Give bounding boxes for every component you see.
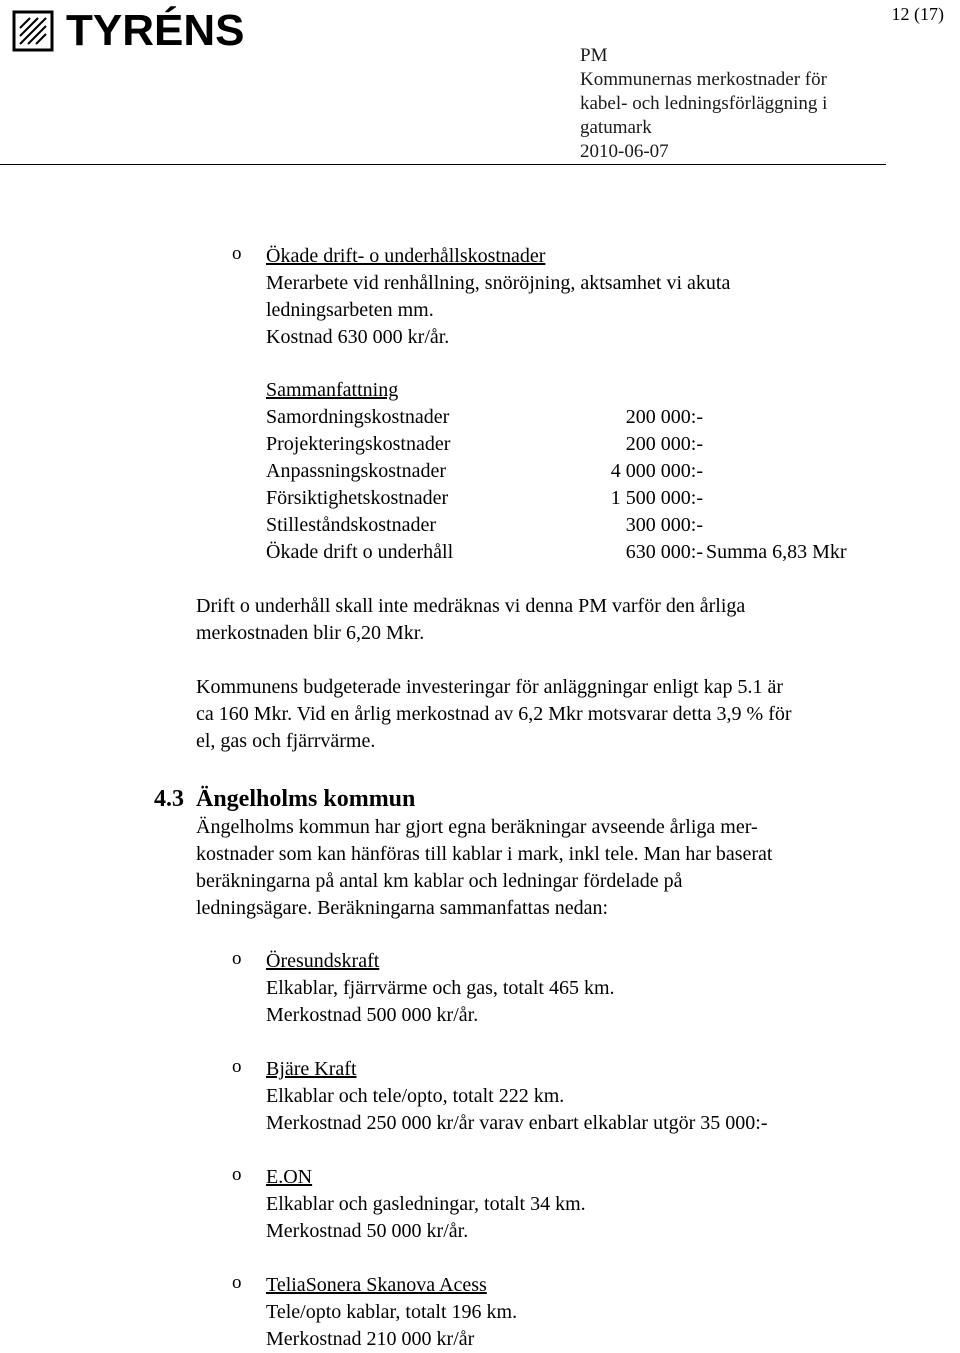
- summary-row: [266, 431, 886, 458]
- summary-row: [266, 404, 886, 431]
- summary-value: 300 000:-: [625, 514, 703, 536]
- header-divider: [0, 164, 886, 165]
- summary-row: [266, 485, 886, 512]
- document-header: [580, 44, 827, 164]
- paragraph: [196, 814, 896, 922]
- summary-title: Sammanfattning: [266, 379, 399, 401]
- bullet-marker: o: [232, 948, 242, 969]
- summary-label: Ökade drift o underhåll: [266, 541, 454, 563]
- bullet-marker: o: [232, 1272, 242, 1293]
- list-item: [266, 948, 615, 1029]
- summary-label: Stilleståndskostnader: [266, 514, 436, 536]
- summary-label: Anpassningskostnader: [266, 460, 446, 482]
- summary-value: 200 000:-: [625, 406, 703, 428]
- list-item: [266, 1164, 586, 1245]
- bullet-marker: o: [232, 243, 242, 264]
- page-number: 12 (17): [891, 4, 944, 24]
- bullet-marker: o: [232, 1164, 242, 1185]
- company-name: Bjäre Kraft: [266, 1058, 357, 1080]
- company-name: TeliaSonera Skanova Acess: [266, 1274, 487, 1296]
- item-text: Tele/opto kablar, totalt 196 km.: [266, 1301, 518, 1323]
- item-text: Merkostnad 50 000 kr/år.: [266, 1220, 469, 1242]
- item-text: Merkostnad 250 000 kr/år varav enbart elkablar utgör 35 000:-: [266, 1112, 768, 1134]
- item-text: ledningsarbeten mm.: [266, 299, 434, 321]
- item-text: Elkablar, fjärrvärme och gas, totalt 465 km.: [266, 977, 615, 999]
- tyrens-logo: [12, 8, 252, 56]
- list-item: [266, 243, 730, 351]
- paragraph-line: beräkningarna på antal km kablar och ledningar fördelade på: [196, 870, 683, 892]
- paragraph-line: Kommunens budgeterade investeringar för anläggningar enligt kap 5.1 är: [196, 676, 784, 698]
- summary-label: Projekteringskostnader: [266, 433, 451, 455]
- item-text: Merkostnad 210 000 kr/år: [266, 1328, 475, 1350]
- summary-value: 630 000:-: [625, 541, 703, 563]
- paragraph-line: kostnader som kan hänföras till kablar i mark, inkl tele. Man har baserat: [196, 843, 773, 865]
- paragraph: [196, 674, 896, 755]
- summary-row: [266, 512, 886, 539]
- paragraph: [196, 593, 896, 647]
- summary-label: Samordningskostnader: [266, 406, 450, 428]
- item-text: Elkablar och gasledningar, totalt 34 km.: [266, 1193, 586, 1215]
- section-title: Ängelholms kommun: [196, 786, 416, 812]
- summary-value: 200 000:-: [625, 433, 703, 455]
- doc-type: PM: [580, 45, 608, 66]
- doc-title-line: gatumark: [580, 117, 652, 138]
- doc-date: 2010-06-07: [580, 141, 669, 162]
- paragraph-line: el, gas och fjärrvärme.: [196, 730, 376, 752]
- item-title: Ökade drift- o underhållskostnader: [266, 245, 546, 267]
- paragraph-line: ca 160 Mkr. Vid en årlig merkostnad av 6,2 Mkr motsvarar detta 3,9 % för: [196, 703, 792, 725]
- summary-value: 4 000 000:-: [610, 460, 703, 482]
- paragraph-line: ledningsägare. Beräkningarna sammanfattas nedan:: [196, 897, 609, 919]
- doc-title-line: kabel- och ledningsförläggning i: [580, 93, 828, 114]
- summary-value: 1 500 000:-: [610, 487, 703, 509]
- bullet-marker: o: [232, 1056, 242, 1077]
- paragraph-line: merkostnaden blir 6,20 Mkr.: [196, 622, 425, 644]
- logo-wordmark: TYRÉNS: [66, 6, 245, 55]
- doc-title-line: Kommunernas merkostnader för: [580, 69, 827, 90]
- item-text: Elkablar och tele/opto, totalt 222 km.: [266, 1085, 565, 1107]
- tyrens-logo-mark-icon: [12, 8, 56, 52]
- summary-row: [266, 458, 886, 485]
- company-name: E.ON: [266, 1166, 313, 1188]
- list-item: [266, 1056, 768, 1137]
- item-text: Merarbete vid renhållning, snöröjning, aktsamhet vi akuta: [266, 272, 731, 294]
- paragraph-line: Drift o underhåll skall inte medräknas vi denna PM varför den årliga: [196, 595, 746, 617]
- section-number: 4.3: [154, 786, 184, 812]
- item-text: Merkostnad 500 000 kr/år.: [266, 1004, 479, 1026]
- summary-label: Försiktighetskostnader: [266, 487, 449, 509]
- summary-total: Summa 6,83 Mkr: [706, 541, 847, 563]
- paragraph-line: Ängelholms kommun har gjort egna beräkningar avseende årliga mer-: [196, 816, 758, 838]
- item-text: Kostnad 630 000 kr/år.: [266, 326, 450, 348]
- list-item: [266, 1272, 517, 1353]
- summary-row: [266, 539, 886, 566]
- company-name: Öresundskraft: [266, 950, 380, 972]
